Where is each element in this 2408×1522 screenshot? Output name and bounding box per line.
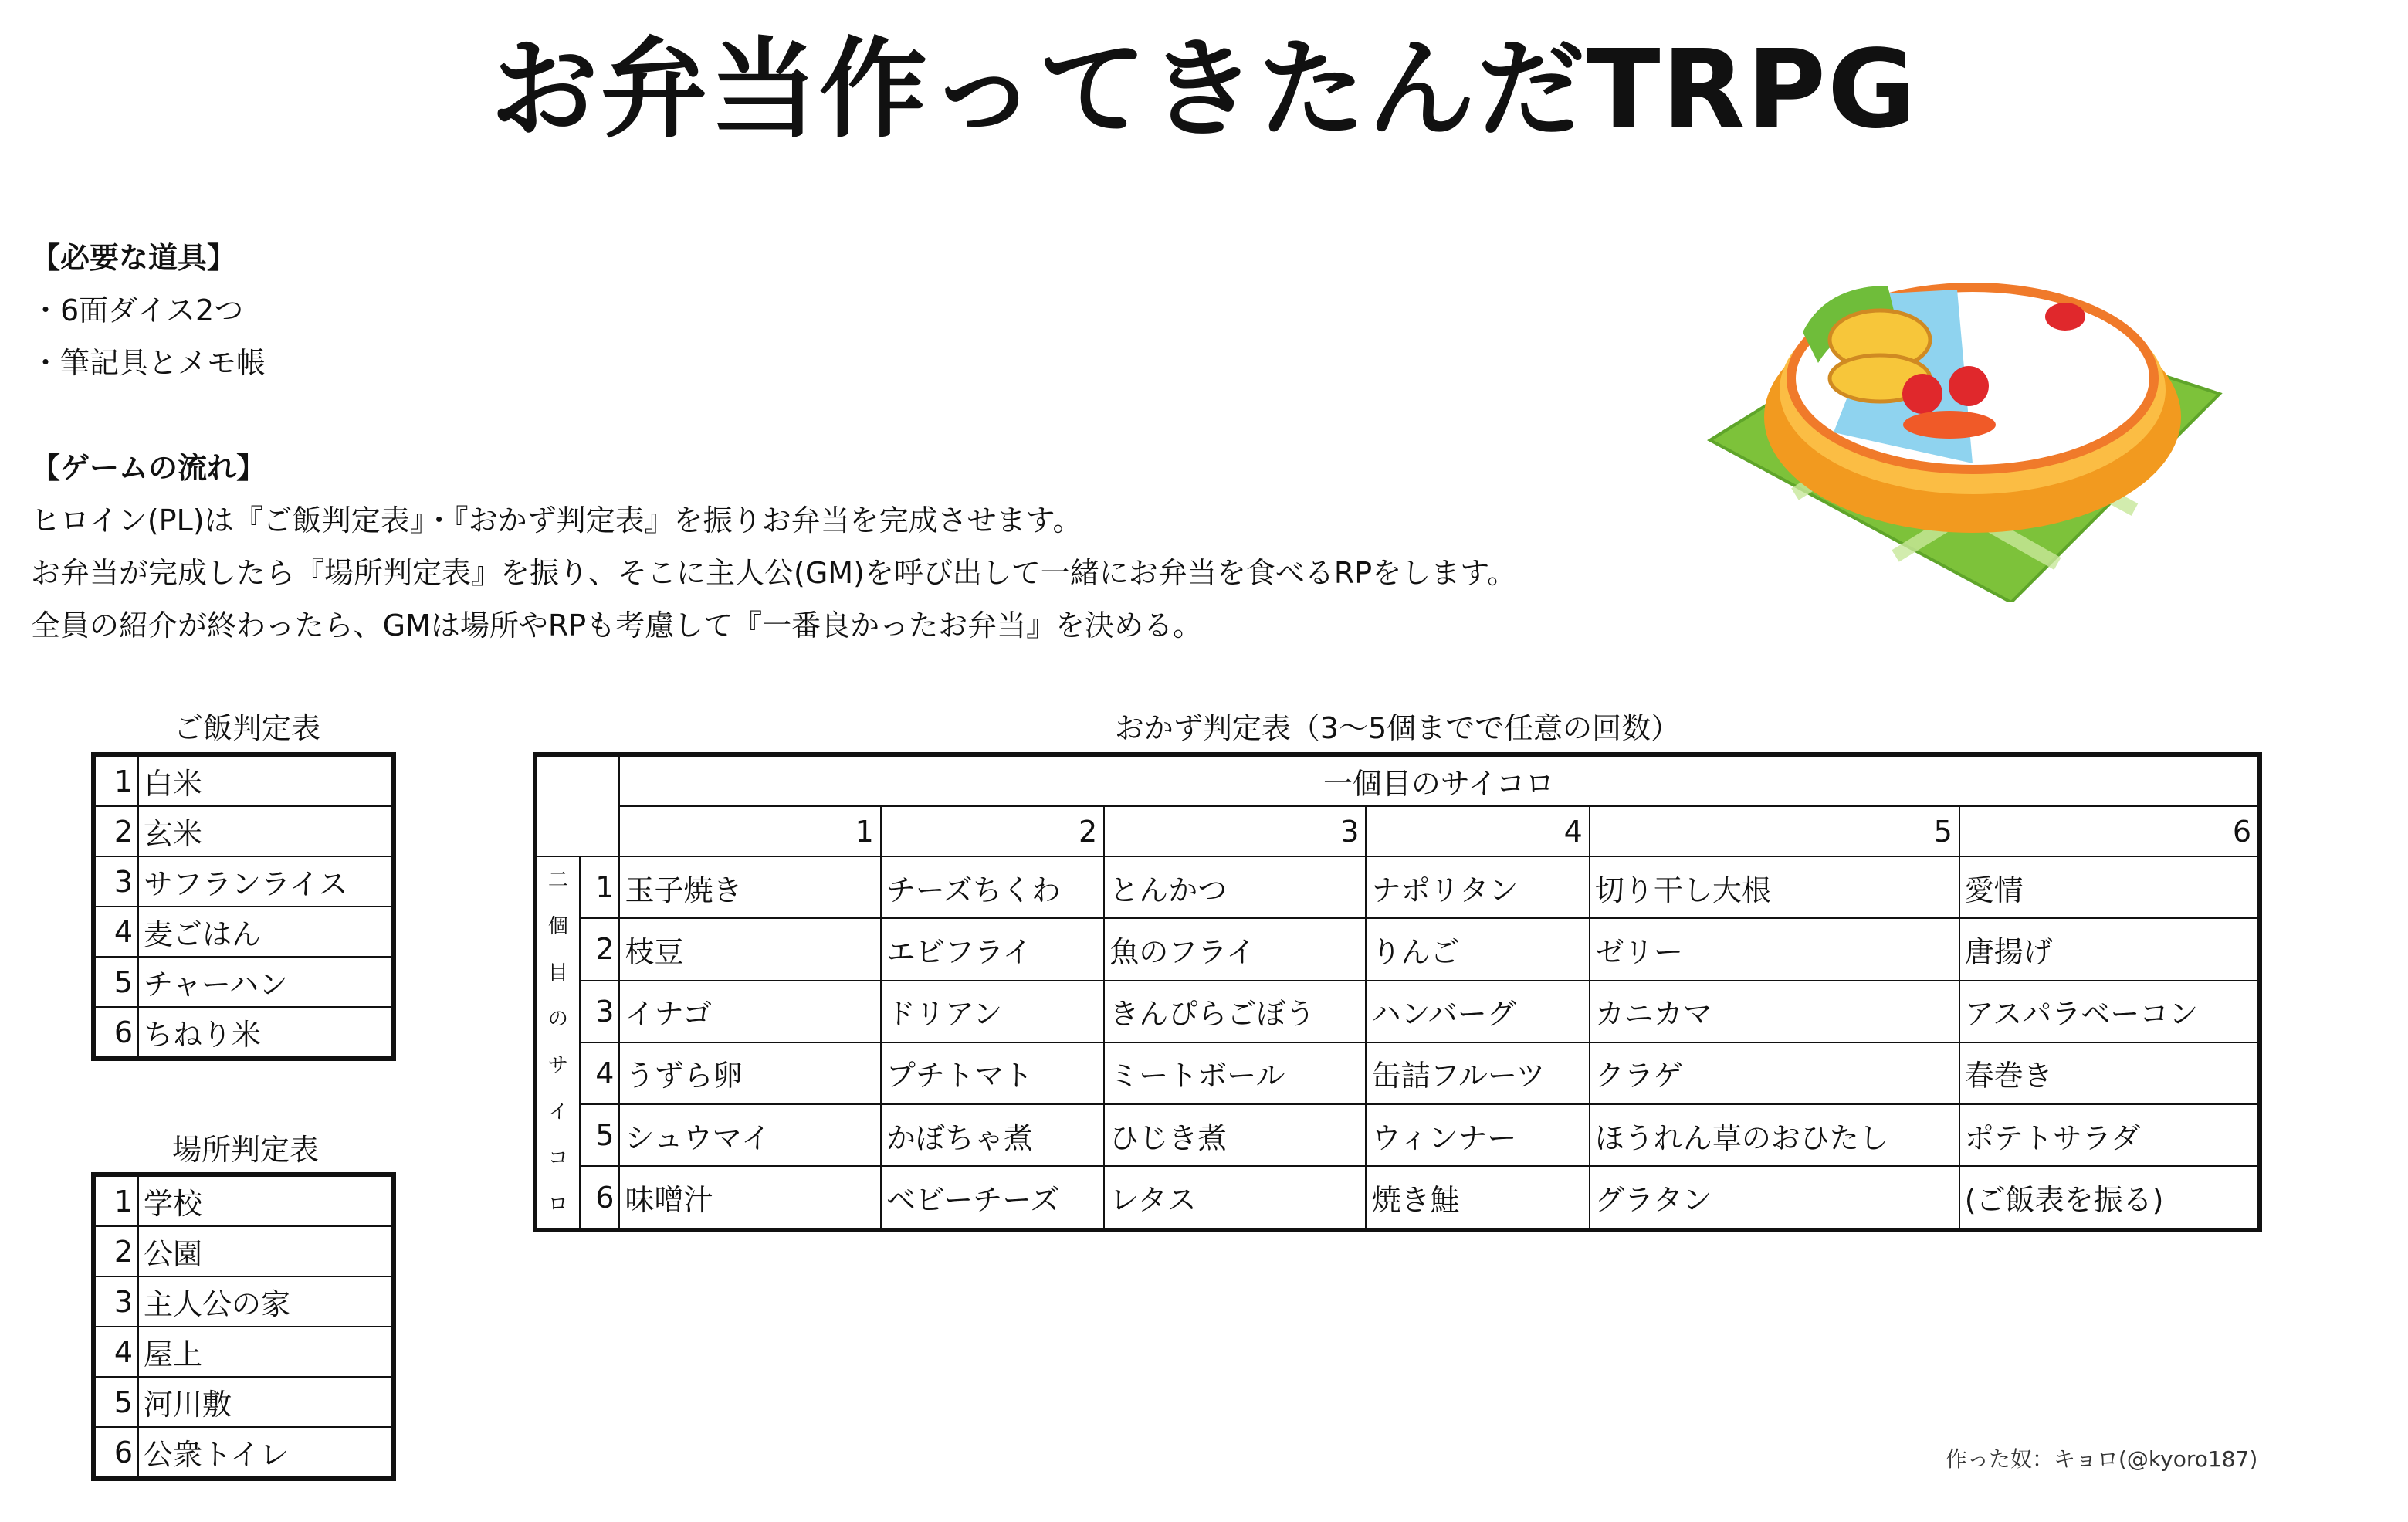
result-cell: サフランライス [138,856,394,907]
roll-number: 5 [93,957,138,1007]
table-row [93,1427,394,1479]
result-cell: 缶詰フルーツ [1366,1042,1589,1104]
column-number: 3 [1104,806,1366,856]
place-table [91,1172,396,1481]
table-row [93,806,394,856]
tool-item: ・筆記具とメモ帳 [31,346,266,380]
result-cell: チャーハン [138,957,394,1007]
row-number: 6 [580,1166,620,1230]
result-cell: ベビーチーズ [881,1166,1104,1230]
result-cell: ほうれん草のおひたし [1590,1104,1959,1166]
roll-number: 3 [93,856,138,907]
table-header-row [535,754,2260,806]
result-cell: 屋上 [138,1327,394,1377]
result-cell: 河川敷 [138,1377,394,1427]
roll-number: 6 [93,1427,138,1479]
result-cell: うずら卵 [619,1042,880,1104]
row-header-char: コ [547,1147,568,1170]
table-row [535,1042,2260,1104]
roll-number: 1 [93,754,138,806]
place-table-caption: 場所判定表 [171,1133,319,1167]
table-row [93,1276,394,1327]
column-number: 5 [1590,806,1959,856]
table-row [535,1166,2260,1230]
result-cell: シュウマイ [619,1104,880,1166]
result-cell: 唐揚げ [1959,918,2260,980]
roll-number: 1 [93,1175,138,1226]
result-cell: 玉子焼き [619,856,880,918]
result-cell: 玄米 [138,806,394,856]
roll-number: 4 [93,907,138,957]
credit-text: 作った奴：キョロ(@kyoro187) [1946,1446,2258,1472]
column-number: 4 [1366,806,1589,856]
row-header-char: 個 [547,915,568,938]
tools-heading: 【必要な道具】 [31,241,237,275]
table-row [93,856,394,907]
table-row [535,981,2260,1042]
roll-number: 4 [93,1327,138,1377]
flow-heading: 【ゲームの流れ】 [31,451,266,485]
flow-line: ヒロイン(PL)は『ご飯判定表』・『おかず判定表』を振りお弁当を完成させます。 [31,503,1082,537]
row-header-char: サ [547,1054,568,1077]
result-cell: ウィンナー [1366,1104,1589,1166]
result-cell: ハンバーグ [1366,981,1589,1042]
row-header-char: 二 [547,869,568,892]
result-cell: 味噌汁 [619,1166,880,1230]
result-cell: ドリアン [881,981,1104,1042]
intro-section [31,232,1652,652]
table-row [93,1327,394,1377]
result-cell: 麦ごはん [138,907,394,957]
rice-table-caption: ご飯判定表 [173,711,320,745]
column-header: 一個目のサイコロ [619,754,2260,806]
row-header-char: イ [547,1100,568,1124]
result-cell: 白米 [138,754,394,806]
row-header-text [537,857,579,1228]
result-cell: ひじき煮 [1104,1104,1366,1166]
result-cell: カニカマ [1590,981,1959,1042]
result-cell: イナゴ [619,981,880,1042]
table-row [93,1377,394,1427]
roll-number: 3 [93,1276,138,1327]
table-row [93,1175,394,1226]
table-row [93,907,394,957]
row-header-char: 目 [547,961,568,985]
table-row [93,754,394,806]
row-number: 2 [580,918,620,980]
row-number: 4 [580,1042,620,1104]
row-header-char: ロ [547,1193,568,1216]
row-number: 1 [580,856,620,918]
result-cell: 公園 [138,1226,394,1276]
rice-table [91,752,396,1061]
row-header-vertical [535,856,580,1230]
result-cell: (ご飯表を振る) [1959,1166,2260,1230]
flow-line: お弁当が完成したら『場所判定表』を振り、そこに主人公(GM)を呼び出して一緒にお弁当を食べるRPをします。 [31,556,1517,590]
result-cell: エビフライ [881,918,1104,980]
result-cell: 枝豆 [619,918,880,980]
result-cell: 焼き鮭 [1366,1166,1589,1230]
result-cell: 主人公の家 [138,1276,394,1327]
result-cell: かぼちゃ煮 [881,1104,1104,1166]
row-number: 3 [580,981,620,1042]
table-row [535,918,2260,980]
result-cell: きんぴらごぼう [1104,981,1366,1042]
result-cell: ちねり米 [138,1007,394,1059]
result-cell: ゼリー [1590,918,1959,980]
result-cell: ポテトサラダ [1959,1104,2260,1166]
result-cell: 春巻き [1959,1042,2260,1104]
result-cell: チーズちくわ [881,856,1104,918]
result-cell: ナポリタン [1366,856,1589,918]
table-row [535,856,2260,918]
roll-number: 6 [93,1007,138,1059]
result-cell: 学校 [138,1175,394,1226]
roll-number: 5 [93,1377,138,1427]
result-cell: ミートボール [1104,1042,1366,1104]
row-number: 5 [580,1104,620,1166]
flow-line: 全員の紹介が終わったら、GMは場所やRPも考慮して『一番良かったお弁当』を決める。 [31,608,1203,642]
side-dish-table [533,752,2262,1232]
table-row [93,1007,394,1059]
column-number: 6 [1959,806,2260,856]
result-cell: グラタン [1590,1166,1959,1230]
column-number: 2 [881,806,1104,856]
result-cell: レタス [1104,1166,1366,1230]
roll-number: 2 [93,1226,138,1276]
result-cell: とんかつ [1104,856,1366,918]
roll-number: 2 [93,806,138,856]
column-number: 1 [619,806,880,856]
result-cell: 魚のフライ [1104,918,1366,980]
result-cell: クラゲ [1590,1042,1959,1104]
result-cell: プチトマト [881,1042,1104,1104]
result-cell: 切り干し大根 [1590,856,1959,918]
table-row [93,1226,394,1276]
side-table-caption: おかず判定表（3〜5個までで任意の回数） [1114,711,1681,745]
table-row [93,957,394,1007]
result-cell: りんご [1366,918,1589,980]
result-cell: アスパラベーコン [1959,981,2260,1042]
page-title: お弁当作ってきたんだTRPG [490,27,1918,153]
column-number-row [535,806,2260,856]
result-cell: 愛情 [1959,856,2260,918]
table-row [535,1104,2260,1166]
corner-cell [535,754,619,856]
result-cell: 公衆トイレ [138,1427,394,1479]
row-header-char: の [547,1008,568,1031]
bento-on-cloth-icon [1702,239,2227,602]
tool-item: ・6面ダイス2つ [31,293,244,327]
